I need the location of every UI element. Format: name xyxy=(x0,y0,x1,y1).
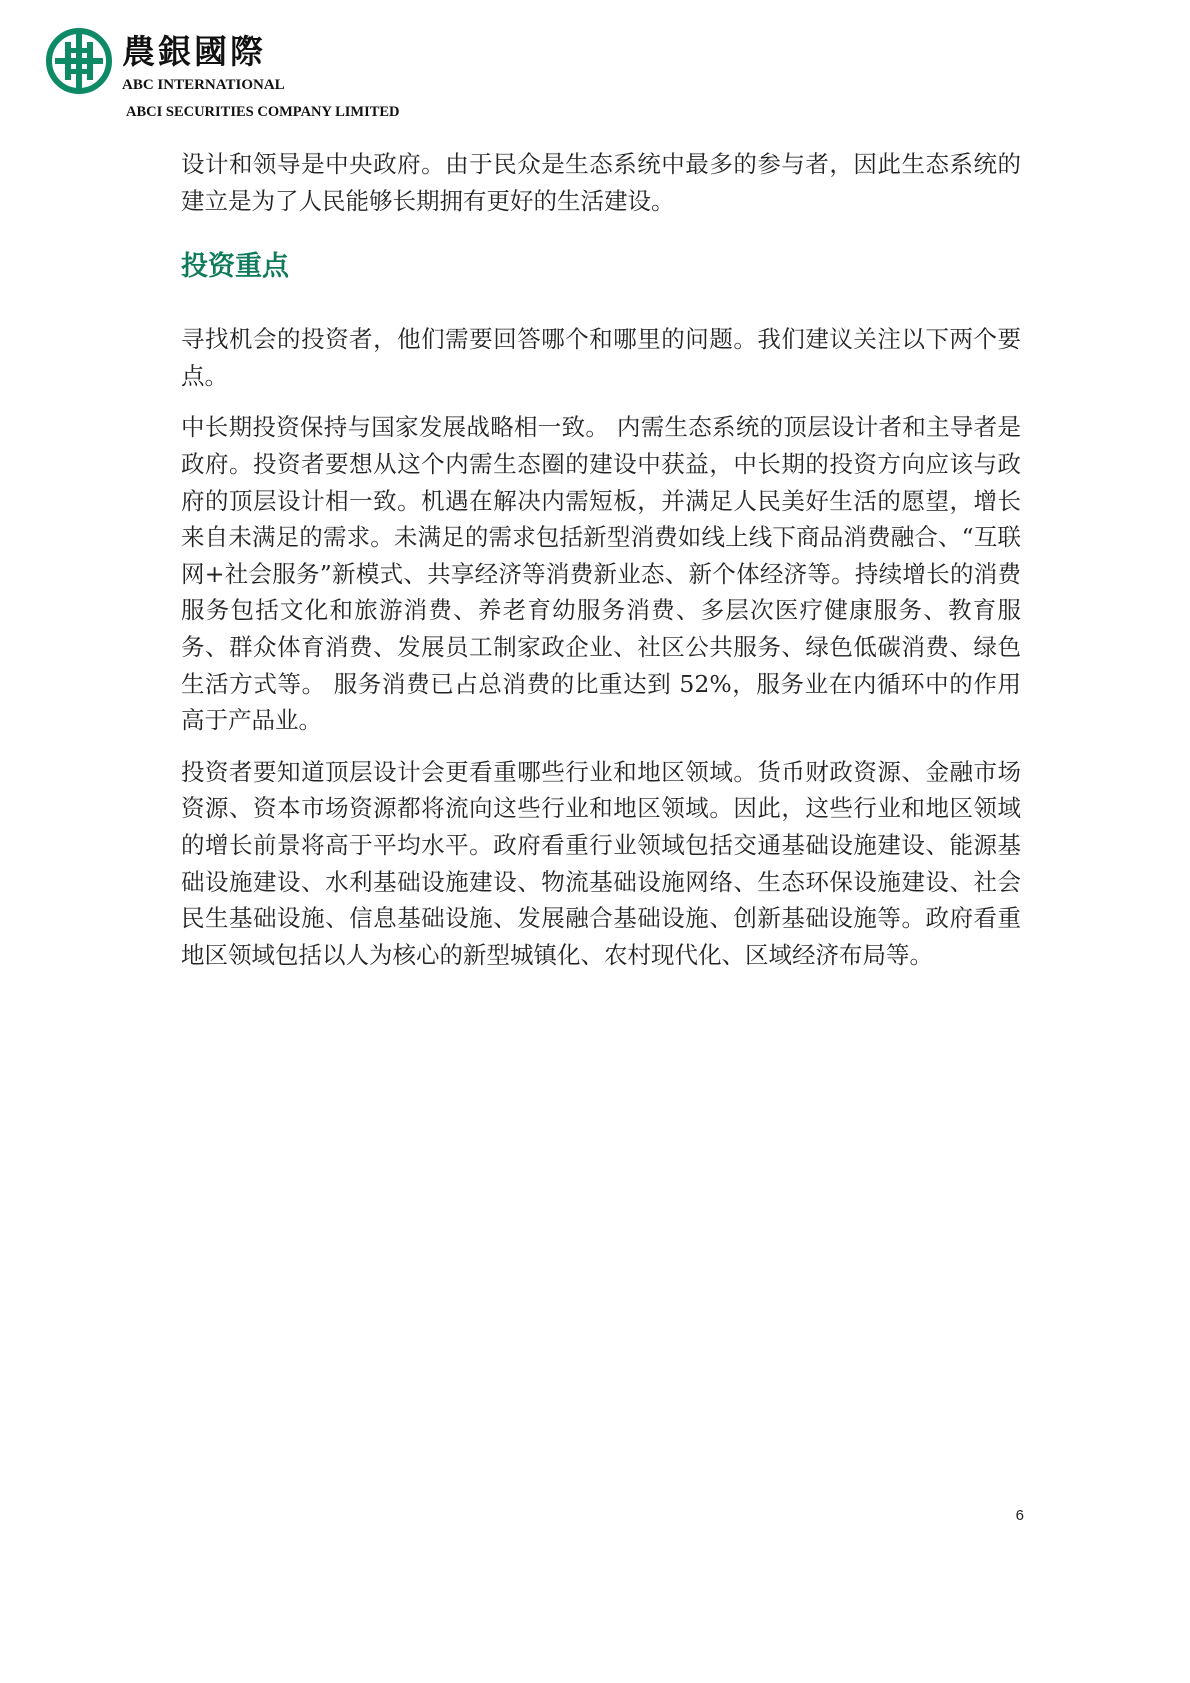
company-full-name: ABCI SECURITIES COMPANY LIMITED xyxy=(126,104,400,120)
body-paragraph-2: 中长期投资保持与国家发展战略相一致。 内需生态系统的顶层设计者和主导者是政府。投资者要想从这个内需生态圈的建设中获益，中长期的投资方向应该与政府的顶层设计相一致。机遇在解决内需短板，并满足人民美好生活的愿望，增长来自未满足的需求。未满足的需求包括新型消费如线上线下商品消费融合、“互联网+社会服务”新模式、共享经济等消费新业态、新个体经济等。持续增长的消费服务包括文化和旅游消费、养老育幼服务消费、多层次医疗健康服务、教育服务、群众体育消费、发展员工制家政企业、社区公共服务、绿色低碳消费、绿色生活方式等。 服务消费已占总消费的比重达到 52%，服务业在内循环中的作用高于产品业。 xyxy=(181,413,1021,735)
header xyxy=(46,28,466,124)
abc-bank-logo-icon xyxy=(46,28,112,94)
body-paragraph-1: 寻找机会的投资者，他们需要回答哪个和哪里的问题。我们建议关注以下两个要点。 xyxy=(181,325,1021,390)
intro-paragraph: 设计和领导是中央政府。由于民众是生态系统中最多的参与者，因此生态系统的建立是为了人民能够长期拥有更好的生活建设。 xyxy=(181,150,1021,215)
document-body xyxy=(181,146,1021,973)
page-number: 6 xyxy=(1015,1507,1024,1524)
company-english-name: ABC INTERNATIONAL xyxy=(122,77,285,93)
section-heading: 投资重点 xyxy=(181,251,289,283)
company-chinese-name: 農銀國際 xyxy=(122,32,266,71)
body-paragraph-3: 投资者要知道顶层设计会更看重哪些行业和地区领域。货币财政资源、金融市场资源、资本市场资源都将流向这些行业和地区领域。因此，这些行业和地区领域的增长前景将高于平均水平。政府看重行业领域包括交通基础设施建设、能源基础设施建设、水利基础设施建设、物流基础设施网络、生态环保设施建设、社会民生基础设施、信息基础设施、发展融合基础设施、创新基础设施等。政府看重地区领域包括以人为核心的新型城镇化、农村现代化、区域经济布局等。 xyxy=(181,757,1021,969)
